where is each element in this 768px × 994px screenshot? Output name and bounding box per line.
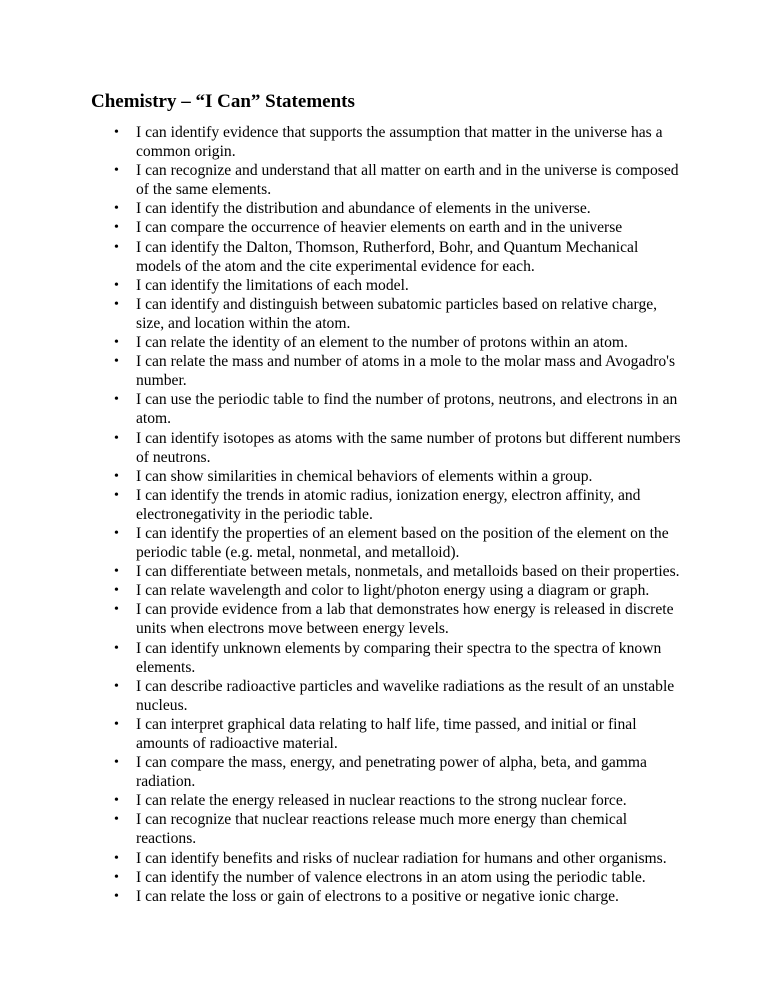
list-item [0,333,686,352]
statement-text: I can describe radioactive particles and wavelike radiations as the result of an unstable nucleus. [136,677,675,714]
i-can-statements-list [0,123,768,906]
statement-text: I can identify the properties of an element based on the position of the element on the periodic table (e.g. metal, nonmetal, and metalloid). [136,524,669,562]
statement-text: I can identify the distribution and abundance of elements in the universe. [136,200,591,218]
statement-text: I can relate the identity of an element to the number of protons within an atom. [136,334,628,352]
statement-text: I can relate the mass and number of atoms in a mole to the molar mass and Avogadro's number. [136,353,676,390]
statement-text: I can recognize and understand that all matter on earth and in the universe is composed of the same elements. [136,162,679,199]
list-item [0,123,686,161]
list-item [0,238,686,276]
list-item [0,715,686,753]
bullet-icon: • [114,201,119,217]
list-item [0,849,686,868]
statement-text: I can relate the energy released in nuclear reactions to the strong nuclear force. [136,792,627,810]
bullet-icon: • [114,602,119,618]
statement-text: I can differentiate between metals, nonmetals, and metalloids based on their properties. [136,563,680,581]
list-item [0,600,686,638]
bullet-icon: • [114,354,119,370]
statement-text: I can show similarities in chemical behaviors of elements within a group. [136,467,593,485]
list-item [0,524,686,562]
bullet-icon: • [114,525,119,541]
bullet-icon: • [114,716,119,732]
statement-text: I can identify benefits and risks of nuclear radiation for humans and other organisms. [136,849,667,867]
statement-text: I can identify the number of valence electrons in an atom using the periodic table. [136,868,646,886]
statement-text: I can relate wavelength and color to light/photon energy using a diagram or graph. [136,582,650,600]
list-item [0,887,686,906]
list-item [0,295,686,333]
bullet-icon: • [114,583,119,599]
bullet-icon: • [114,888,119,904]
list-item [0,429,686,467]
statement-text: I can compare the mass, energy, and penetrating power of alpha, beta, and gamma radiation. [136,754,647,791]
list-item [0,810,686,848]
statement-text: I can provide evidence from a lab that demonstrates how energy is released in discrete units when electrons move between energy levels. [136,601,674,638]
list-item [0,753,686,791]
list-item [0,677,686,715]
statement-text: I can identify the trends in atomic radius, ionization energy, electron affinity, and electronegativity in the periodic table. [136,486,641,523]
statement-text: I can relate the loss or gain of electrons to a positive or negative ionic charge. [136,887,619,905]
list-item [0,868,686,887]
list-item [0,562,686,581]
bullet-icon: • [114,239,119,255]
bullet-icon: • [114,793,119,809]
page-title: Chemistry – “I Can” Statements [91,91,355,112]
statement-text: I can identify the limitations of each model. [136,276,409,294]
bullet-icon: • [114,220,119,236]
list-item [0,276,686,295]
statement-text: I can interpret graphical data relating to half life, time passed, and initial or final amounts of radioactive material. [136,715,637,752]
list-item [0,486,686,524]
bullet-icon: • [114,869,119,885]
bullet-icon: • [114,277,119,293]
bullet-icon: • [114,392,119,408]
bullet-icon: • [114,296,119,312]
list-item [0,161,686,199]
bullet-icon: • [114,850,119,866]
bullet-icon: • [114,125,119,140]
list-item [0,791,686,810]
statement-text: I can identify unknown elements by comparing their spectra to the spectra of known elements. [136,639,662,676]
list-item [0,352,686,390]
list-item [0,467,686,486]
statement-text: I can recognize that nuclear reactions release much more energy than chemical reactions. [136,811,628,848]
list-item [0,218,686,237]
bullet-icon: • [114,468,119,484]
list-item [0,639,686,677]
list-item [0,199,686,218]
list-item [0,581,686,600]
bullet-icon: • [114,430,119,446]
bullet-icon: • [114,487,119,503]
bullet-icon: • [114,812,119,828]
statement-text: I can identify isotopes as atoms with the same number of protons but different numbers of neutrons. [136,429,681,466]
bullet-icon: • [114,678,119,694]
statement-text: I can identify the Dalton, Thomson, Rutherford, Bohr, and Quantum Mechanical models of the atom and the cite experimental evidence for each. [136,238,639,275]
bullet-icon: • [114,564,119,580]
bullet-icon: • [114,640,119,656]
bullet-icon: • [114,335,119,351]
bullet-icon: • [114,163,119,179]
list-item [0,390,686,428]
bullet-icon: • [114,755,119,771]
statement-text: I can identify evidence that supports the assumption that matter in the universe has a common origin. [136,124,663,161]
statement-text: I can compare the occurrence of heavier elements on earth and in the universe [136,219,623,237]
statement-text: I can identify and distinguish between subatomic particles based on relative charge, size, and location within the atom. [136,295,658,332]
statement-text: I can use the periodic table to find the number of protons, neutrons, and electrons in an atom. [136,391,678,428]
